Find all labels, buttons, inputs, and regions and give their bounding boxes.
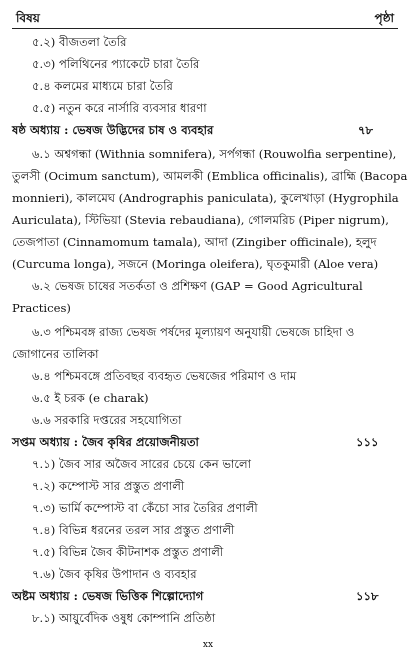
header-page: পৃষ্ঠা	[374, 11, 394, 25]
toc-entry: ৮.১) আয়ুর্বেদিক ওষুধ কোম্পানি প্রতিষ্ঠা	[32, 611, 216, 625]
toc-entry: ৬.৫ ই চরক (e charak)	[32, 391, 149, 405]
sec61-line: তুলসী (Ocimum sanctum), আমলকী (Emblica officinalis), ব্রাহ্মি (Bacopa	[12, 169, 408, 183]
sec61-line: ৬.১ অশ্বগন্ধা (Withnia somnifera), সর্পগন্ধা (Rouwolfia serpentine),	[32, 147, 397, 161]
page-footer: xx	[202, 640, 214, 650]
toc-entry-cont: জোগানের তালিকা	[12, 347, 99, 361]
toc-header	[12, 8, 398, 29]
chapter-7-page: ১১১	[356, 435, 379, 449]
chapter-6-page: ৭৮	[358, 123, 374, 137]
sec61-line: Auriculata), স্টিভিয়া (Stevia rebaudiana), গোলমরিচ (Piper nigrum),	[12, 213, 389, 227]
toc-entry: ৭.৫) বিভিন্ন জৈব কীটনাশক প্রস্তুত প্রণালী	[32, 545, 224, 559]
toc-entry: ৭.৬) জৈব কৃষির উপাদান ও ব্যবহার	[32, 567, 197, 581]
chapter-8-page: ১১৮	[356, 589, 379, 603]
toc-entry: ৬.৪ পশ্চিমবঙ্গে প্রতিবছর ব্যবহৃত ভেষজের পরিমাণ ও দাম	[32, 369, 297, 383]
sec61-line: (Curcuma longa), সজনে (Moringa oleifera), ঘৃতকুমারী (Aloe vera)	[12, 257, 379, 271]
toc-entry: ৫.৫) নতুন করে নার্সারি ব্যবসার ধারণা	[32, 101, 207, 115]
header-subject: বিষয়	[16, 11, 40, 25]
sec61-line: monnieri), কালমেঘ (Andrographis paniculata), কুলেখাড়া (Hygrophila	[12, 191, 399, 205]
chapter-8-title: অষ্টম অধ্যায় : ভেষজ ভিত্তিক শিল্পোদ্যোগ	[12, 589, 204, 603]
toc-entry-cont: Practices)	[12, 301, 71, 315]
toc-entry	[32, 146, 396, 162]
sec61-line: তেজপাতা (Cinnamomum tamala), আদা (Zingiber officinale), হলুদ	[12, 235, 377, 249]
toc-entry: ৭.৩) ভার্মি কম্পোস্ট বা কেঁচো সার তৈরির প্রণালী	[32, 501, 258, 515]
toc-entry: ৫.২) বীজতলা তৈরি	[32, 35, 127, 49]
toc-entry: ৫.৩) পলিথিনের প্যাকেটে চারা তৈরি	[32, 57, 200, 71]
toc-entry: ৬.৬ সরকারি দপ্তরের সহযোগিতা	[32, 413, 182, 427]
chapter-6-title: ষষ্ঠ অধ্যায় : ভেষজ উদ্ভিদের চাষ ও ব্যবহার	[12, 123, 214, 137]
toc-entry: ৬.২ ভেষজ চাষের সতর্কতা ও প্রশিক্ষণ (GAP = Good Agricultural	[32, 279, 363, 293]
chapter-7-title: সপ্তম অধ্যায় : জৈব কৃষির প্রয়োজনীয়তা	[12, 435, 199, 449]
toc-entry: ৫.৪ কলমের মাধ্যমে চারা তৈরি	[32, 79, 173, 93]
toc-entry: ৭.২) কম্পোস্ট সার প্রস্তুত প্রণালী	[32, 479, 185, 493]
toc-entry: ৭.১) জৈব সার অজৈব সারের চেয়ে কেন ভালো	[32, 457, 251, 471]
toc-entry: ৬.৩ পশ্চিমবঙ্গ রাজ্য ভেষজ পর্ষদের মূল্যায়ণ অনুযায়ী ভেষজে চাহিদা ও	[32, 325, 355, 339]
toc-entry: ৭.৪) বিভিন্ন ধরনের তরল সার প্রস্তুত প্রণালী	[32, 523, 235, 537]
